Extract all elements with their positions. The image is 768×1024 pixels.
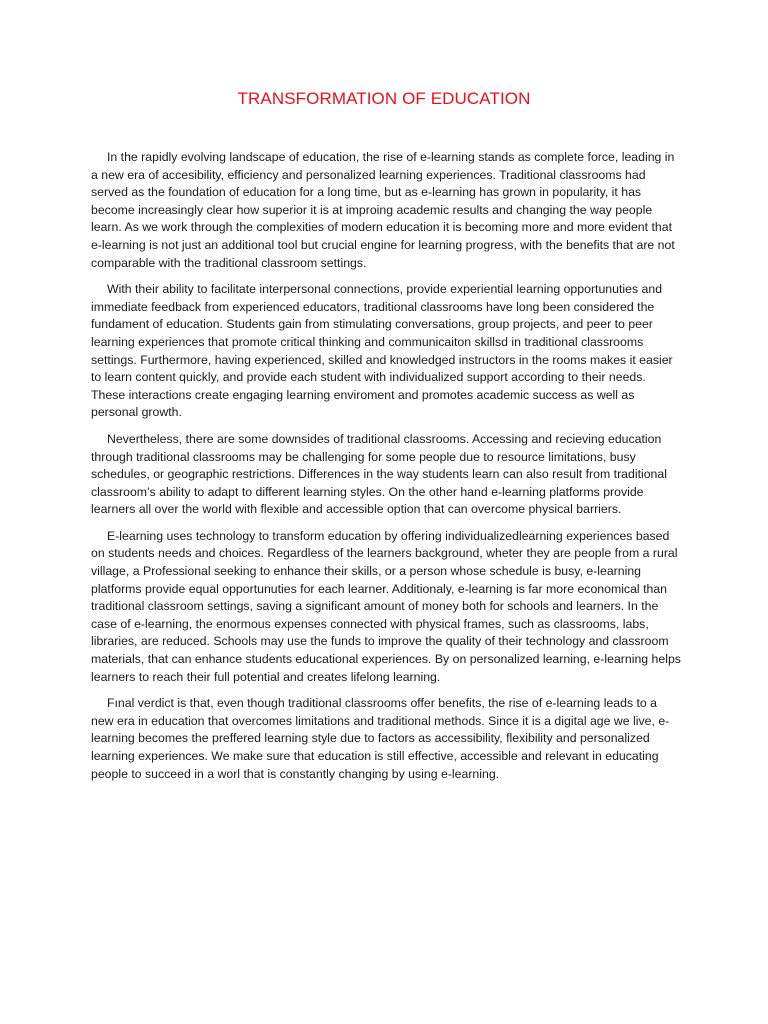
document-title: TRANSFORMATION OF EDUCATION — [237, 89, 531, 108]
paragraph-elearning-benefits: E-learning uses technology to transform education by offering individualizedlearning experiences based on students needs and choices. Regardless of the learners background, wheter they are people from a rural village, a Professional seeking to enhance their skills, or a person whose schedule is busy, e-learning platforms provide equal opportunuties for each learner. Additionaly, e-learning is far more economical than traditional classroom settings, saving a significant amount of money both for schools and learners. In the case of e-learning, the enormous expenses connected with physical frames, such as classrooms, labs, libraries, are reduced. Schools may use the funds to improve the quality of their technology and classroom materials, that can enhance students educational experiences. By on personalized learning, e-learning helps learners to reach their full potential and creates lifelong learning. — [91, 528, 681, 684]
paragraph-intro: In the rapidly evolving landscape of education, the rise of e-learning stands as complete force, leading in a new era of accesibility, efficiency and personalized learning experiences. Traditional classrooms had served as the foundation of education for a long time, but as e-learning has grown in popularity, it has become increasingly clear how superior it is at improing academic results and changing the way people learn. As we work through the complexities of modern education it is becoming more and more evident that e-learning is not just an additional tool but crucial engine for learning progress, with the benefits that are not comparable with the traditional classroom settings. — [91, 150, 675, 270]
paragraph-final-verdict: Fınal verdict is that, even though traditional classrooms offer benefits, the rise of e-learning leads to a new era in education that overcomes limitations and traditional methods. Since it is a digital age we live, e-learning becomes the preffered learning style due to factors as accessibility, flexibility and personalized learning experiences. We make sure that education is still effective, accessible and relevant in educating people to succeed in a worl that is constantly changing by using e-learning. — [91, 696, 670, 781]
paragraph-traditional-downsides: Nevertheless, there are some downsides of traditional classrooms. Accessing and recieving education through traditional classrooms may be challenging for some people due to resource limitations, busy schedules, or geographic restrictions. Differences in the way students learn can also result from traditional classroom’s ability to adapt to different learning styles. On the other hand e-learning platforms provide learners all over the world with flexible and accessible option that can overcome physical barriers. — [91, 431, 667, 517]
document-body — [91, 149, 681, 792]
paragraph-traditional-benefits: With their ability to facilitate interpersonal connections, provide experiential learning opportunuties and immediate feedback from experienced educators, traditional classrooms have long been considered the fundament of education. Students gain from stimulating conversations, group projects, and peer to peer learning experiences that promote critical thinking and communicaiton skillsd in traditional classrooms settings. Furthermore, having experienced, skilled and knowledged instructors in the rooms makes it easier to learn content quickly, and provide each student with individualized support according to their needs. These interactions create engaging learning enviroment and promotes academic success as well as personal growth. — [91, 282, 673, 420]
